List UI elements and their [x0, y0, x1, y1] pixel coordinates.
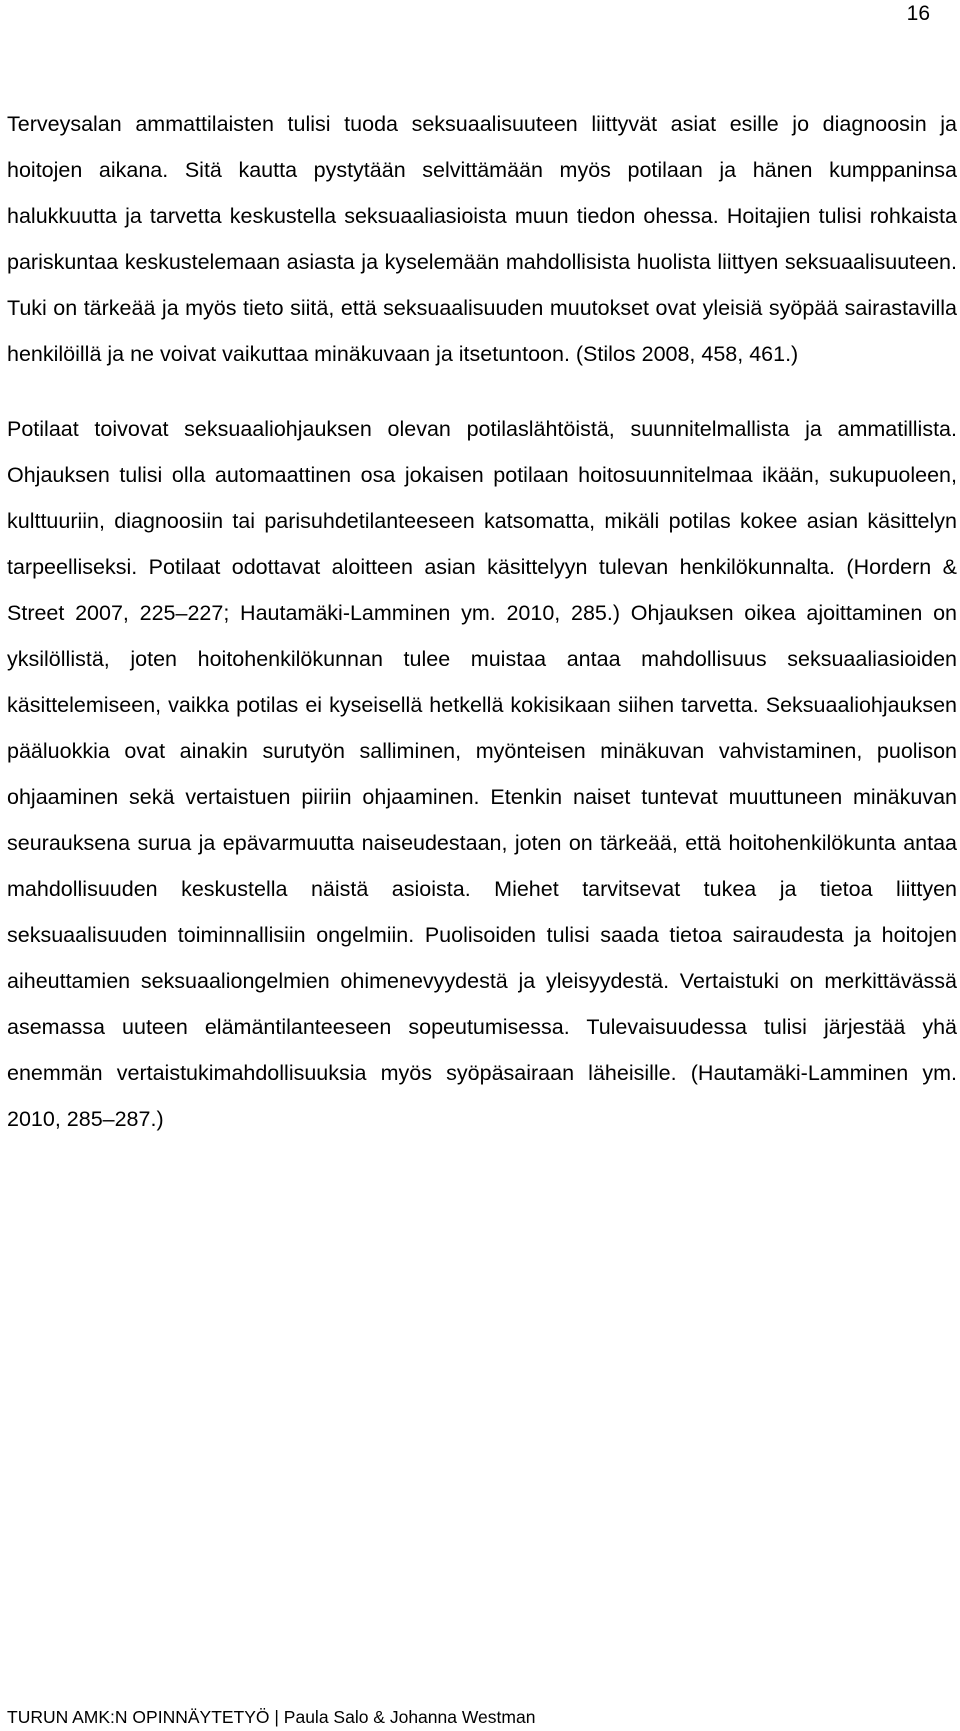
body-text: [7, 101, 957, 1142]
paragraph: Potilaat toivovat seksuaaliohjauksen olevan potilaslähtöistä, suunnitelmallista ja ammatillista. Ohjauksen tulisi olla automaattinen osa jokaisen potilaan hoitosuunnitelmaa ikään, sukupuoleen, kulttuuriin, diagnoosiin tai parisuhdetilanteeseen katsomatta, mikäli potilas kokee asian käsittelyn tarpeelliseksi. Potilaat odottavat aloitteen asian käsittelyyn tulevan henkilökunnalta. (Hordern & Street 2007, 225–227; Hautamäki-Lamminen ym. 2010, 285.) Ohjauksen oikea ajoittaminen on yksilöllistä, joten hoitohenkilökunnan tulee muistaa antaa mahdollisuus seksuaaliasioiden käsittelemiseen, vaikka potilas ei kyseisellä hetkellä kokisikaan siihen tarvetta. Seksuaaliohjauksen pääluokkia ovat ainakin surutyön salliminen, myönteisen minäkuvan vahvistaminen, puolison ohjaaminen sekä vertaistuen piiriin ohjaaminen. Etenkin naiset tuntevat muuttuneen minäkuvan seurauksena surua ja epävarmuutta naiseudestaan, joten on tärkeää, että hoitohenkilökunta antaa mahdollisuuden keskustella näistä asioista. Miehet tarvitsevat tukea ja tietoa liittyen seksuaalisuuden toiminnallisiin ongelmiin. Puolisoiden tulisi saada tietoa sairaudesta ja hoitojen aiheuttamien seksuaaliongelmien ohimenevyydestä ja yleisyydestä. Vertaistuki on merkittävässä asemassa uuteen elämäntilanteeseen sopeutumisessa. Tulevaisuudessa tulisi järjestää yhä enemmän vertaistukimahdollisuuksia myös syöpäsairaan läheisille. (Hautamäki-Lamminen ym. 2010, 285–287.): [7, 417, 957, 1131]
page-footer: TURUN AMK:N OPINNÄYTETYÖ | Paula Salo & Johanna Westman: [7, 1707, 536, 1727]
paragraph: Terveysalan ammattilaisten tulisi tuoda seksuaalisuuteen liittyvät asiat esille jo diagnoosin ja hoitojen aikana. Sitä kautta pystytään selvittämään myös potilaan ja hänen kumppaninsa halukkuutta ja tarvetta keskustella seksuaaliasioista muun tiedon ohessa. Hoitajien tulisi rohkaista pariskuntaa keskustelemaan asiasta ja kyselemään mahdollisista huolista liittyen seksuaalisuuteen. Tuki on tärkeää ja myös tieto siitä, että seksuaalisuuden muutokset ovat yleisiä syöpää sairastavilla henkilöillä ja ne voivat vaikuttaa minäkuvaan ja itsetuntoon. (Stilos 2008, 458, 461.): [7, 112, 957, 366]
page-number: 16: [906, 2, 930, 25]
